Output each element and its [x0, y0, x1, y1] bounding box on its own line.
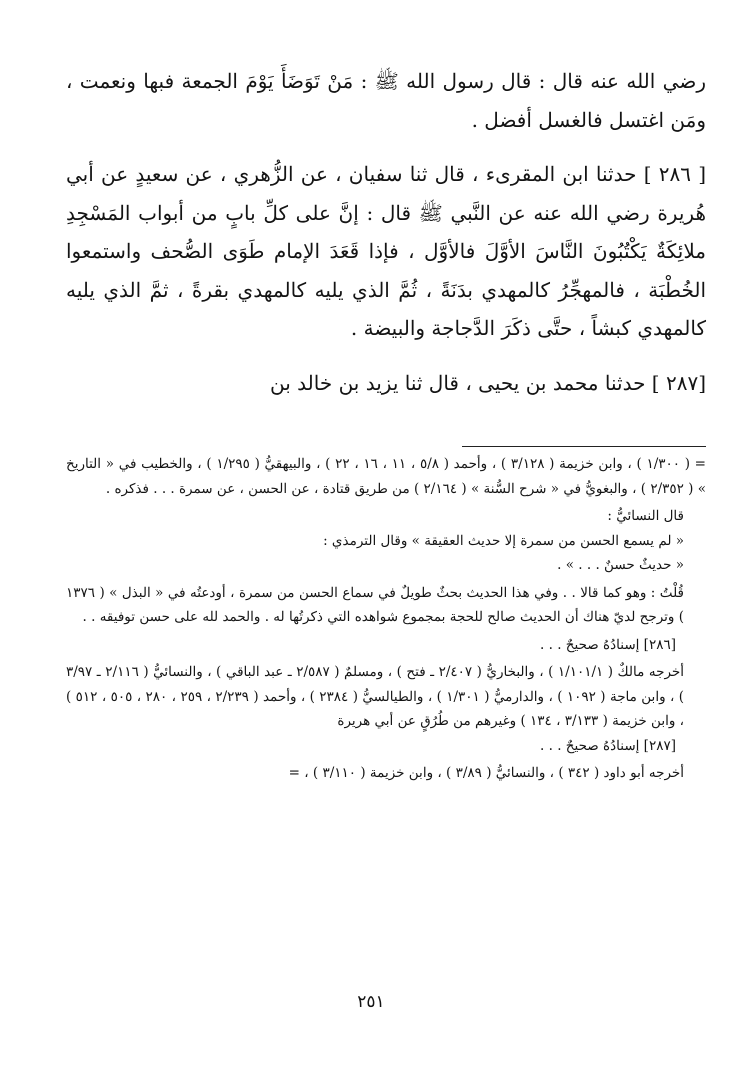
footnote-nasai-label: قال النسائيُّ : — [607, 508, 684, 524]
footnote-author-comment: قُلْتُ : وهو كما قالا . . وفي هذا الحديث بحثٌ طويلٌ في سماع الحسن من سمرة ، أودعتُه في « البذل » ( ١٣٧٦ ) وترجح لديّ هناك أن الحديث صالح للحجة بمجموع شواهده التي ذكرتُها له . والحمد لله على حسن توفيقه . . — [66, 584, 684, 625]
page-number: ٢٥١ — [357, 992, 385, 1012]
footnote-287-sources: أخرجه أبو داود ( ٣٤٢ ) ، والنسائيُّ ( ٣/٨٩ ) ، وابن خزيمة ( ٣/١١٠ ) ، = — [288, 765, 684, 781]
footnote-continuation: = ( ١/٣٠٠ ) ، وابن خزيمة ( ٣/١٢٨ ) ، وأحمد ( ٥/٨ ، ١١ ، ١٦ ، ٢٢ ) ، والبيهقيُّ ( ١/٢٩٥ ) ، والخطيب في « التاريخ » ( ٢/٣٥٢ ) ، والبغويُّ في « شرح السُّنة » ( ٢/١٦٤ ) من طريق قتادة ، عن الحسن ، عن سمرة . . . فذكره . — [66, 456, 706, 497]
footnote-tirmidhi-quote: « حديثٌ حسنٌ . . . » . — [557, 557, 684, 573]
footnote-separator — [462, 446, 706, 447]
main-text — [66, 62, 706, 402]
hadith-287: [٢٨٧ ] حدثنا محمد بن يحيى ، قال ثنا يزيد بن خالد بن — [270, 370, 706, 395]
footnote-287-heading: [٢٨٧] إسنادُهُ صحيحٌ . . . — [540, 737, 676, 754]
hadith-286: [ ٢٨٦ ] حدثنا ابن المقرىء ، قال ثنا سفيان ، عن الزُّهري ، عن سعيدٍ عن أبي هُريرة رضي الله عنه عن النَّبي ﷺ قال : إنَّ على كلِّ بابٍ من أبواب المَسْجِدِ ملائِكَةٌ يَكْتُبُونَ النَّاسَ الأوَّلَ فالأوَّل ، فإذا قَعَدَ الإمام طَوَى الصُّحف واستمعوا الخُطْبَة ، فالمهجِّرُ كالمهدي بدَنَةً ، ثُمَّ الذي يليه كالمهدي بقرةً ، ثمَّ الذي يليه كالمهدي كبشاً ، حتَّى ذكَرَ الدَّجاجة والبيضة . — [66, 162, 706, 340]
footnote-286-sources: أخرجه مالكٌ ( ١/١٠١/١ ) ، والبخاريُّ ( ٢/٤٠٧ ـ فتح ) ، ومسلمٌ ( ٢/٥٨٧ ـ عبد الباقي ) ، والنسائيُّ ( ٢/١١٦ ـ ٣/٩٧ ) ، وابن ماجة ( ١٠٩٢ ) ، والدارميُّ ( ١/٣٠١ ) ، والطيالسيُّ ( ٢٣٨٤ ) ، وأحمد ( ٢/٢٣٩ ، ٢٥٩ ، ٢٨٠ ، ٥٠٥ ، ٥١٢ ) ، وابن خزيمة ( ٣/١٣٣ ، ١٣٤ ) وغيرهم من طُرُقٍ عن أبي هريرة — [66, 664, 684, 729]
footnote-286-heading: [٢٨٦] إسنادُهُ صحيحٌ . . . — [540, 636, 676, 653]
paragraph-continuation: رضي الله عنه قال : قال رسول الله ﷺ : مَنْ تَوَضَأَ يَوْمَ الجمعة فبها ونعمت ، ومَن اغتسل فالغسل أفضل . — [66, 69, 706, 132]
footnote-nasai-quote: « لم يسمع الحسن من سمرة إلا حديث العقيقة » وقال الترمذي : — [323, 532, 684, 549]
footnotes — [66, 452, 706, 786]
